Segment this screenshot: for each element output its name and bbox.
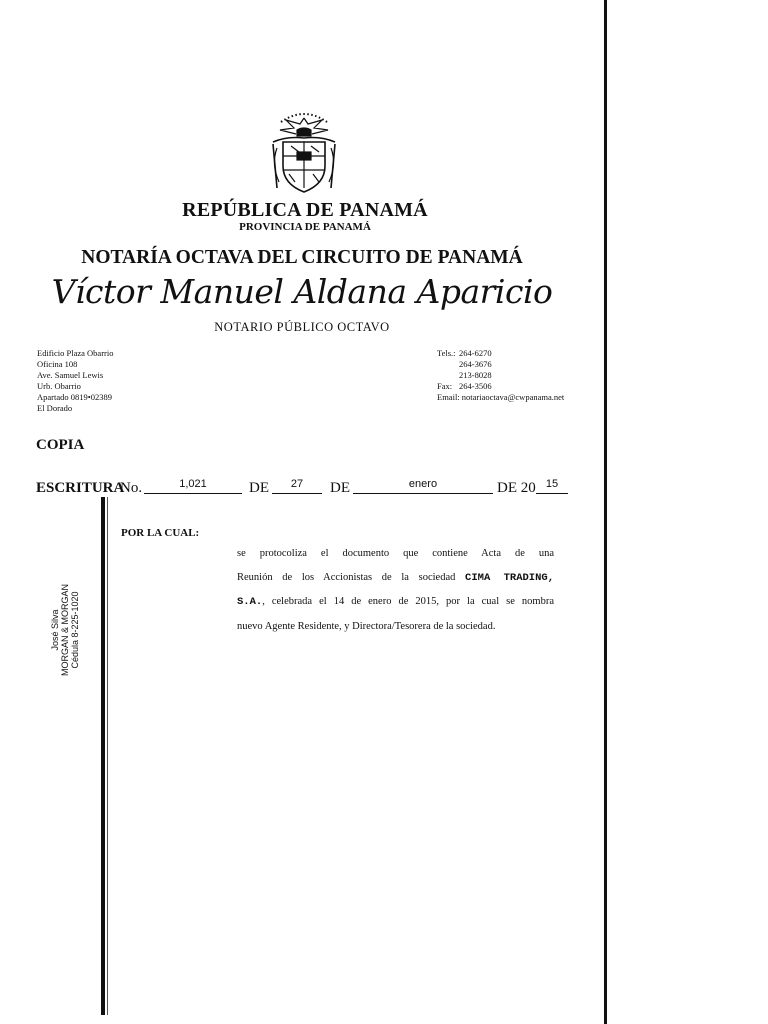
address-line: Apartado 0819•02389 xyxy=(37,392,112,402)
stamp-cedula: Cédula 8-225-1020 xyxy=(70,591,80,669)
phone-number: 213-8028 xyxy=(459,370,492,380)
deed-year-value: 15 xyxy=(536,479,568,494)
tels-label: Tels.: xyxy=(437,348,456,358)
notary-office-heading: NOTARÍA OCTAVA DEL CIRCUITO DE PANAMÁ xyxy=(81,247,523,268)
left-margin-rule-inner xyxy=(107,497,108,1015)
deed-description xyxy=(237,542,554,638)
email-address: notariaoctava@cwpanama.net xyxy=(461,392,565,402)
deed-no-label: No. xyxy=(120,480,143,496)
deed-year-label: DE 20 xyxy=(497,480,536,496)
address-line: Ave. Samuel Lewis xyxy=(37,370,104,380)
deed-day-value: 27 xyxy=(272,479,322,494)
address-line: Edificio Plaza Obarrio xyxy=(37,348,114,358)
address-line: Urb. Obarrio xyxy=(37,381,81,391)
office-contact xyxy=(437,348,564,403)
province-heading: PROVINCIA DE PANAMÁ xyxy=(239,221,371,233)
coat-of-arms-seal xyxy=(267,108,341,200)
company-suffix: S.A. xyxy=(237,596,263,608)
email-label: Email: xyxy=(437,392,460,402)
description-line: nuevo Agente Residente, y Directora/Tesorera de la sociedad. xyxy=(237,620,496,632)
phone-number: 264-3676 xyxy=(459,359,492,369)
company-name: CIMA TRADING, xyxy=(465,571,554,584)
copy-label: COPIA xyxy=(36,437,85,453)
lawyer-stamp xyxy=(47,580,83,680)
description-line: S.A., celebrada el 14 de enero de 2015, por la cual se nombra xyxy=(237,596,554,608)
office-address xyxy=(37,348,113,414)
deed-de-label: DE xyxy=(249,480,269,496)
por-la-cual-label: POR LA CUAL: xyxy=(121,527,200,539)
stamp-firm: MORGAN & MORGAN xyxy=(60,583,70,677)
fax-number: 264-3506 xyxy=(459,381,492,391)
description-line: se protocoliza el documento que contiene Acta de una xyxy=(237,548,554,559)
deed-number-line xyxy=(36,475,576,497)
country-heading: REPÚBLICA DE PANAMÁ xyxy=(182,199,428,221)
right-margin-rule xyxy=(604,0,607,1024)
address-line: El Dorado xyxy=(37,403,73,413)
deed-label: ESCRITURA xyxy=(36,480,125,496)
address-line: Oficina 108 xyxy=(37,359,78,369)
deed-number-value: 1,021 xyxy=(144,479,242,494)
notary-name: Víctor Manuel Aldana Aparicio xyxy=(51,272,553,311)
deed-month-value: enero xyxy=(353,479,493,494)
deed-de-label: DE xyxy=(330,480,350,496)
description-line: Reunión de los Accionistas de la sociedad CIMA TRADING, xyxy=(237,571,554,584)
left-margin-rule xyxy=(101,497,105,1015)
fax-label: Fax: xyxy=(437,381,453,391)
phone-number: 264-6270 xyxy=(459,348,492,358)
stamp-name: José Silva xyxy=(50,609,60,651)
notary-title: NOTARIO PÚBLICO OCTAVO xyxy=(214,320,390,334)
